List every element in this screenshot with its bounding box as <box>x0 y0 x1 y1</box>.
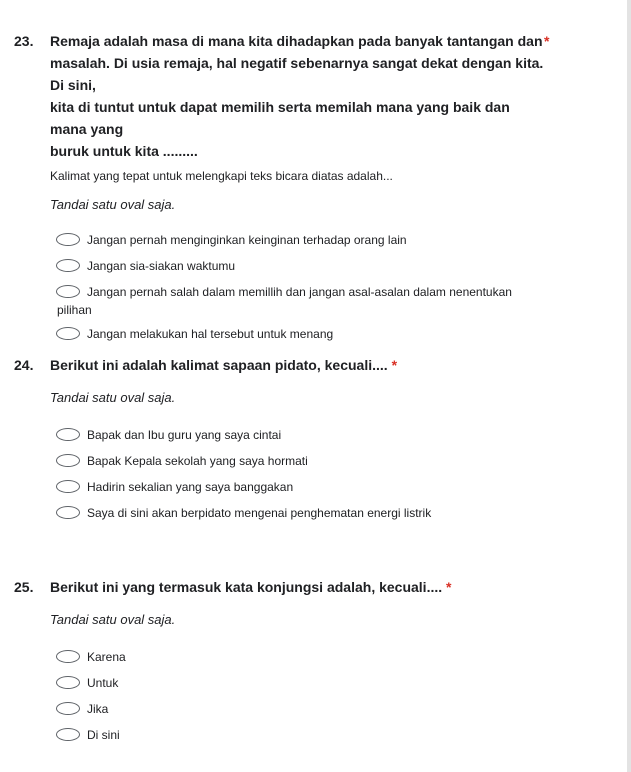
option-label: Bapak Kepala sekolah yang saya hormati <box>87 454 308 468</box>
options-list <box>0 227 600 347</box>
question-hint: Tandai satu oval saja. <box>50 390 176 405</box>
option-2[interactable] <box>0 670 600 696</box>
option-label: Karena <box>87 650 126 664</box>
option-label: Saya di sini akan berpidato mengenai penghematan energi listrik <box>87 506 432 520</box>
option-label: Jika <box>87 702 109 716</box>
option-label: Di sini <box>87 728 120 742</box>
required-asterisk: * <box>391 357 398 373</box>
title-text: Berikut ini yang termasuk kata konjungsi adalah, kecuali.... <box>50 579 443 595</box>
radio-oval[interactable] <box>56 702 80 715</box>
question-subtitle: Kalimat yang tepat untuk melengkapi teks bicara diatas adalah... <box>50 169 393 183</box>
title-line: masalah. Di usia remaja, hal negatif sebenarnya sangat dekat dengan kita. Di sini, <box>50 55 544 93</box>
options-list <box>0 644 600 748</box>
radio-oval[interactable] <box>56 454 80 467</box>
radio-oval[interactable] <box>56 480 80 493</box>
option-4[interactable] <box>0 722 600 748</box>
question-title <box>0 576 600 598</box>
question-number: 23. <box>14 33 34 49</box>
option-1[interactable] <box>0 227 600 253</box>
radio-oval[interactable] <box>56 327 80 340</box>
title-text: Berikut ini adalah kalimat sapaan pidato, kecuali.... <box>50 357 388 373</box>
question-title <box>0 354 600 376</box>
option-2[interactable] <box>0 253 600 279</box>
option-label: Jangan sia-siakan waktumu <box>87 259 236 273</box>
required-asterisk: * <box>544 33 550 49</box>
question-25 <box>0 576 600 748</box>
option-2[interactable] <box>0 448 600 474</box>
option-label: Untuk <box>87 676 119 690</box>
option-4[interactable] <box>0 321 600 347</box>
option-1[interactable] <box>0 422 600 448</box>
question-hint: Tandai satu oval saja. <box>50 197 176 212</box>
radio-oval[interactable] <box>56 233 80 246</box>
option-label: Bapak dan Ibu guru yang saya cintai <box>87 428 282 442</box>
question-number: 24. <box>14 357 34 373</box>
question-24 <box>0 354 600 526</box>
radio-oval[interactable] <box>56 650 80 663</box>
options-list <box>0 422 600 526</box>
option-1[interactable] <box>0 644 600 670</box>
radio-oval[interactable] <box>56 428 80 441</box>
page-edge <box>627 0 631 772</box>
title-line: kita di tuntut untuk dapat memilih serta memilah mana yang baik dan mana yang <box>50 99 510 137</box>
radio-oval[interactable] <box>56 728 80 741</box>
required-asterisk: * <box>446 579 452 595</box>
option-3[interactable] <box>0 279 600 321</box>
question-title <box>0 30 600 162</box>
option-3[interactable] <box>0 474 600 500</box>
option-label: Jangan pernah menginginkan keinginan terhadap orang lain <box>87 233 407 247</box>
title-line: Remaja adalah masa di mana kita dihadapkan pada banyak tantangan dan <box>50 33 543 49</box>
option-3[interactable] <box>0 696 600 722</box>
option-label: Jangan pernah salah dalam memillih dan jangan asal-asalan dalam nenentukan <box>87 285 512 299</box>
option-label: Jangan melakukan hal tersebut untuk menang <box>87 327 334 341</box>
radio-oval[interactable] <box>56 506 80 519</box>
question-number: 25. <box>14 579 34 595</box>
radio-oval[interactable] <box>56 285 80 298</box>
option-4[interactable] <box>0 500 600 526</box>
option-label-continued: pilihan <box>57 303 92 317</box>
option-label: Hadirin sekalian yang saya banggakan <box>87 480 294 494</box>
question-23 <box>0 30 600 347</box>
radio-oval[interactable] <box>56 676 80 689</box>
radio-oval[interactable] <box>56 259 80 272</box>
question-hint: Tandai satu oval saja. <box>50 612 176 627</box>
title-line: buruk untuk kita ......... <box>50 143 198 159</box>
